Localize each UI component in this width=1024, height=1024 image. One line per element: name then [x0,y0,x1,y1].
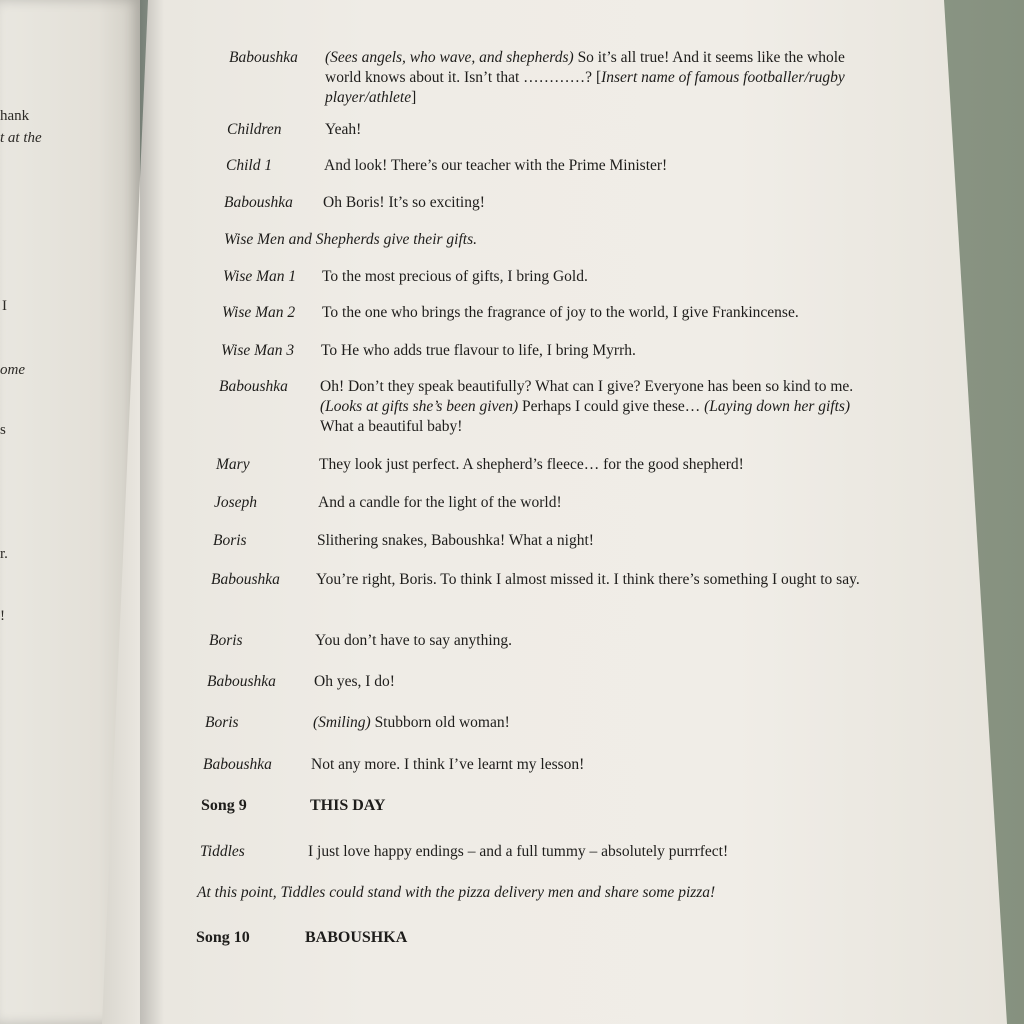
dialogue-line [308,842,858,862]
speaker-name: Wise Man 1 [223,268,297,285]
speaker-name: Boris [213,532,247,549]
dialogue-text: You don’t have to say anything. [315,632,513,649]
dialogue-text: Not any more. I think I’ve learnt my lesson! [311,756,585,773]
dialogue-text: They look just perfect. A shepherd’s fleece… for the good shepherd! [319,456,744,473]
dialogue-line [324,156,844,176]
song-title: BABOUSHKA [305,929,408,946]
speaker-name: Baboushka [207,673,276,690]
speaker-name: Baboushka [211,571,280,588]
left-page-fragment: I [2,298,7,314]
dialogue-line [313,713,858,733]
stage-direction-inline: Insert name of famous footballer/rugby player/athlete [325,69,845,106]
dialogue-text: Perhaps I could give these… [518,398,705,415]
page-gutter-shadow [140,0,164,1024]
dialogue-text: To He who adds true flavour to life, I bring Myrrh. [321,342,636,359]
song-title: THIS DAY [310,797,386,814]
speaker-name: Joseph [214,494,258,511]
stage-direction: Wise Men and Shepherds give their gifts. [224,231,477,248]
song-number: Song 9 [201,797,247,814]
dialogue-line [319,455,859,475]
dialogue-line [325,120,845,140]
dialogue-text: And look! There’s our teacher with the Prime Minister! [324,157,668,174]
dialogue-line [311,755,856,775]
dialogue-text: Yeah! [325,121,362,138]
dialogue-text: And a candle for the light of the world! [318,494,562,511]
dialogue-line [320,377,865,437]
speaker-name: Wise Man 2 [222,304,296,321]
song-number: Song 10 [196,929,250,946]
dialogue-text: ] [411,89,417,106]
stage-direction: At this point, Tiddles could stand with the pizza delivery men and share some pizza! [197,884,716,901]
speaker-name: Baboushka [224,194,293,211]
dialogue-text: I just love happy endings – and a full tummy – absolutely purrrfect! [308,843,729,860]
dialogue-text: So it’s all true! And it seems like the whole world knows about it. Isn’t that …………? [ [325,49,845,86]
stage-direction-inline: (Looks at gifts she’s been given) [320,398,519,415]
dialogue-line [325,48,845,108]
speaker-name: Baboushka [229,49,298,66]
dialogue-line [321,341,851,361]
dialogue-line [322,267,847,287]
dialogue-line [315,631,860,651]
speaker-name: Mary [216,456,250,473]
dialogue-text: To the most precious of gifts, I bring Gold. [322,268,588,285]
speaker-name: Baboushka [203,756,272,773]
stage-direction-inline: (Sees angels, who wave, and shepherds) [325,49,574,66]
speaker-name: Wise Man 3 [221,342,295,359]
dialogue-line [322,303,852,323]
dialogue-text: Oh! Don’t they speak beautifully? What can I give? Everyone has been so kind to me. [320,378,854,395]
dialogue-text: What a beautiful baby! [320,418,463,435]
dialogue-text: Oh yes, I do! [314,673,395,690]
left-page-fragment: t at the [0,130,42,146]
dialogue-line [316,570,861,590]
speaker-name: Tiddles [200,843,245,860]
dialogue-text: To the one who brings the fragrance of joy to the world, I give Frankincense. [322,304,799,321]
dialogue-text: Oh Boris! It’s so exciting! [323,194,485,211]
stage-direction-inline: (Laying down her gifts) [704,398,851,415]
left-page-fragment: ome [0,362,25,378]
dialogue-line [318,493,858,513]
speaker-name: Baboushka [219,378,288,395]
speaker-name: Boris [205,714,239,731]
left-page-fragment: hank [0,108,30,124]
speaker-name: Children [227,121,282,138]
stage-direction-inline: (Smiling) [313,714,371,731]
dialogue-line [317,531,857,551]
dialogue-line [314,672,859,692]
speaker-name: Boris [209,632,243,649]
speaker-name: Child 1 [226,157,273,174]
left-page-fragment: ! [0,608,5,624]
left-page-fragment: r. [0,546,8,562]
left-page-fragment: s [0,422,6,438]
dialogue-text: You’re right, Boris. To think I almost missed it. I think there’s something I ought to say. [316,571,860,588]
dialogue-line [323,193,843,213]
dialogue-text: Stubborn old woman! [370,714,510,731]
dialogue-text: Slithering snakes, Baboushka! What a night! [317,532,594,549]
